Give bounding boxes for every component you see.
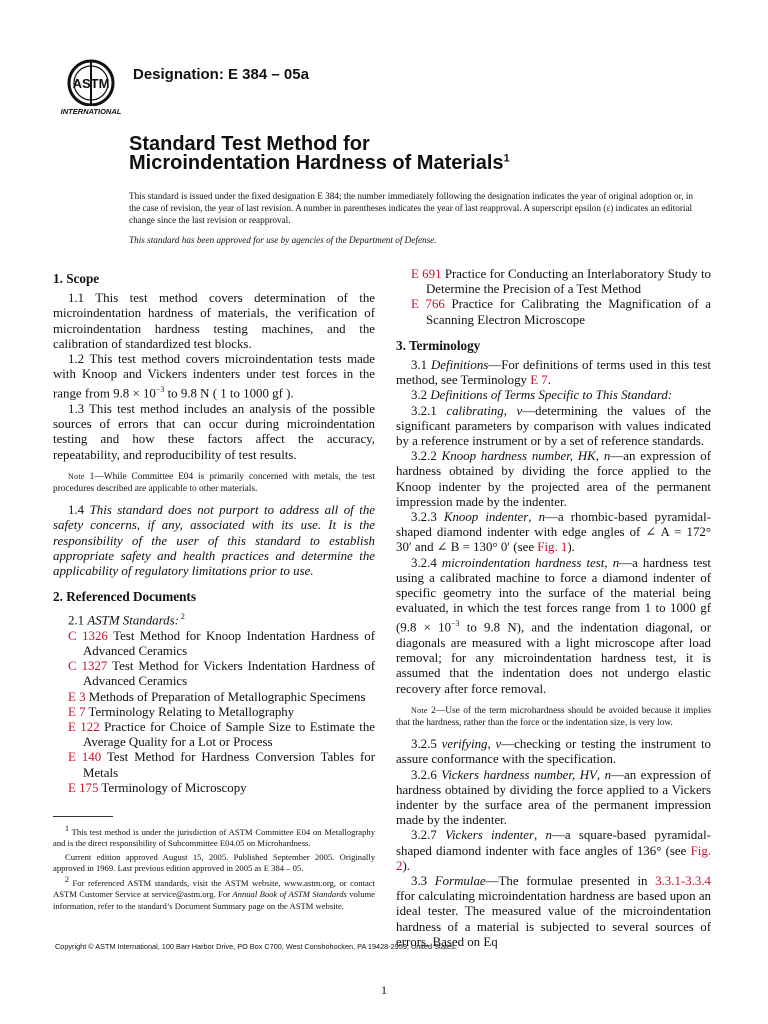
reference-item: E 140 Test Method for Hardness Conversion Tables for Metals — [68, 750, 375, 780]
paragraph-3-2-5: 3.2.5 verifying, v—checking or testing the instrument to assure conformance with the specification. — [396, 737, 711, 767]
paragraph-3-3: 3.3 Formulae—The formulae presented in 3.3.1-3.3.4 ffor calculating microindentation hardness are based upon an ideal tester. The measured value of the microindentation hardness of a material is subjected to several sources of errors. Based on Eq — [396, 874, 711, 949]
preamble: This standard is issued under the fixed designation E 384; the number immediately following the designation indicates the year of original adoption or, in the case of revision, the year of last revision. A number in parentheses indicates the year of last reapproval. A superscript epsilon (ε) indicates an editorial change since the last revision or reapproval. — [129, 191, 694, 225]
paragraph-1-3: 1.3 This test method includes an analysis of the possible sources of errors that can occur during microindentation testing and how these factors affect the accuracy, repeatability, and reproducibility of test results. — [53, 401, 375, 462]
reference-link[interactable]: E 7 — [68, 704, 86, 719]
paragraph-3-2-3: 3.2.3 Knoop indenter, n—a rhombic-based pyramidal-shaped diamond indenter with edge angles of ∠ A = 172° 30′ and ∠ B = 130° 0′ (see Fig. 1). — [396, 510, 711, 555]
terminology-link[interactable]: E 7 — [530, 373, 548, 388]
footnote-2: 2 For referenced ASTM standards, visit the ASTM website, www.astm.org, or contact ASTM Customer Service at service@astm.org. For Annual Book of ASTM Standards volume information, refer to the standard’s Document Summary page on the ASTM website. — [53, 875, 375, 911]
reference-item: E 7 Terminology Relating to Metallography — [68, 704, 295, 719]
reference-item: E 766 Practice for Calibrating the Magnification of a Scanning Electron Microscope — [411, 297, 711, 327]
figure-link[interactable]: Fig. 2 — [396, 843, 711, 873]
astm-logo — [58, 57, 124, 117]
footnote-separator — [53, 816, 113, 817]
reference-item: C 1326 Test Method for Knoop Indentation Hardness of Advanced Ceramics — [68, 628, 375, 659]
paragraph-3-2-4: 3.2.4 microindentation hardness test, n—a hardness test using a calibrated machine to force a diamond indenter of specific geometry into the surface of the material being evaluated, in which the test forces range from 1 to 1000 gf ($9.8 \times 10^{-3}$ to 9.8 N), and the indentation diagonal, or diagonals are measured with a light microscope after load removal; for any microindentation hardness test, it is assumed that the indentation does not undergo elastic recovery after force removal. — [396, 555, 711, 696]
right-column — [396, 267, 711, 950]
paragraph-1-2: 1.2 This test method covers microindentation tests made with Knoop and Vickers indenters under test forces in the range from $9.8 \times 10^{-3}$ to 9.8 N ( 1 to 1000 gf ). — [53, 352, 375, 401]
reference-item: E 122 Practice for Choice of Sample Size to Estimate the Average Quality for a Lot or Process — [68, 720, 375, 750]
paragraph-2-1: 2.1 ASTM Standards: $^2$ — [68, 612, 185, 628]
designation: Designation: E 384 – 05a — [133, 66, 309, 83]
paragraph-3-1: 3.1 Definitions—For definitions of terms used in this test method, see Terminology E 7. — [396, 358, 711, 388]
reference-link[interactable]: E 122 — [68, 720, 100, 735]
footnote-1-edition: Current edition approved August 15, 2005. Published September 2005. Originally approved in 1969. Last previous edition approved in 2005 as E 384 – 05. — [53, 851, 375, 873]
left-column — [53, 267, 375, 912]
section-heading-terminology: 3. Terminology — [396, 337, 481, 353]
section-link[interactable]: 3.3.1-3.3.4 — [655, 874, 711, 889]
paragraph-3-2-2: 3.2.2 Knoop hardness number, HK, n—an expression of hardness obtained by dividing the force applied to the Knoop indenter by the projected area of the permanent impression made by the indenter. — [396, 449, 711, 509]
note-2: Note 2—Use of the term microhardness should be avoided because it implies that the hardness, rather than the force or the indentation size, is very low. — [396, 705, 711, 728]
reference-item: E 3 Methods of Preparation of Metallographic Specimens — [68, 689, 366, 704]
reference-link[interactable]: C 1326 — [68, 628, 108, 643]
section-heading-scope: 1. Scope — [53, 271, 100, 286]
reference-link[interactable]: E 766 — [411, 297, 445, 312]
copyright-notice: Copyright © ASTM International, 100 Barr Harbor Drive, PO Box C700, West Conshohocken, PA 19428-2959, United States. — [55, 942, 457, 951]
reference-item: E 175 Terminology of Microscopy — [68, 780, 247, 795]
reference-link[interactable]: E 3 — [68, 689, 86, 704]
paragraph-3-2: 3.2 Definitions of Terms Specific to This Standard: — [411, 388, 673, 403]
note-1: Note 1—While Committee E04 is primarily concerned with metals, the test procedures described are applicable to other materials. — [53, 471, 375, 494]
title-line-1: Standard Test Method for — [129, 133, 370, 155]
title-footnote-ref[interactable]: 1 — [503, 152, 510, 165]
title-line-2: Microindentation Hardness of Materials$^1$ — [129, 152, 510, 174]
svg-text:ASTM: ASTM — [72, 76, 110, 91]
paragraph-1-1: 1.1 This test method covers determination of the microindentation hardness of materials, the verification of microindentation hardness testing machines, and the calibration of standardized test blocks. — [53, 291, 375, 351]
reference-link[interactable]: E 140 — [68, 750, 102, 765]
paragraph-3-2-7: 3.2.7 Vickers indenter, n—a square-based pyramidal-shaped diamond indenter with face angles of 136° (see Fig. 2). — [396, 828, 711, 873]
reference-link[interactable]: C 1327 — [68, 659, 108, 674]
section-heading-referenced-documents: 2. Referenced Documents — [53, 589, 196, 605]
paragraph-3-2-6: 3.2.6 Vickers hardness number, HV, n—an expression of hardness obtained by dividing the force applied to a Vickers indenter by the surface area of the permanent impression made by the indenter. — [396, 767, 711, 828]
approval-statement: This standard has been approved for use by agencies of the Department of Defense. — [129, 235, 437, 245]
paragraph-3-2-1: 3.2.1 calibrating, v—determining the values of the significant parameters by comparison with values indicated by a reference instrument or by a set of reference standards. — [396, 403, 711, 449]
reference-link[interactable]: E 175 — [68, 780, 99, 795]
svg-text:INTERNATIONAL: INTERNATIONAL — [60, 107, 122, 116]
figure-link[interactable]: Fig. 1 — [537, 540, 568, 555]
reference-item: C 1327 Test Method for Vickers Indentation Hardness of Advanced Ceramics — [68, 659, 375, 689]
reference-item: E 691 Practice for Conducting an Interlaboratory Study to Determine the Precision of a Test Method — [411, 267, 712, 297]
footnote-1: 1 This test method is under the jurisdiction of ASTM Committee E04 on Metallography and is the direct responsibility of Subcommittee E04.05 on Microhardness. — [53, 824, 375, 849]
page-number: 1 — [381, 983, 387, 997]
paragraph-1-4: 1.4 This standard does not purport to address all of the safety concerns, if any, associated with its use. It is the responsibility of the user of this standard to establish appropriate safety and health practices and determine the applicability of regulatory limitations prior to use. — [53, 503, 375, 578]
reference-link[interactable]: E 691 — [411, 267, 442, 281]
